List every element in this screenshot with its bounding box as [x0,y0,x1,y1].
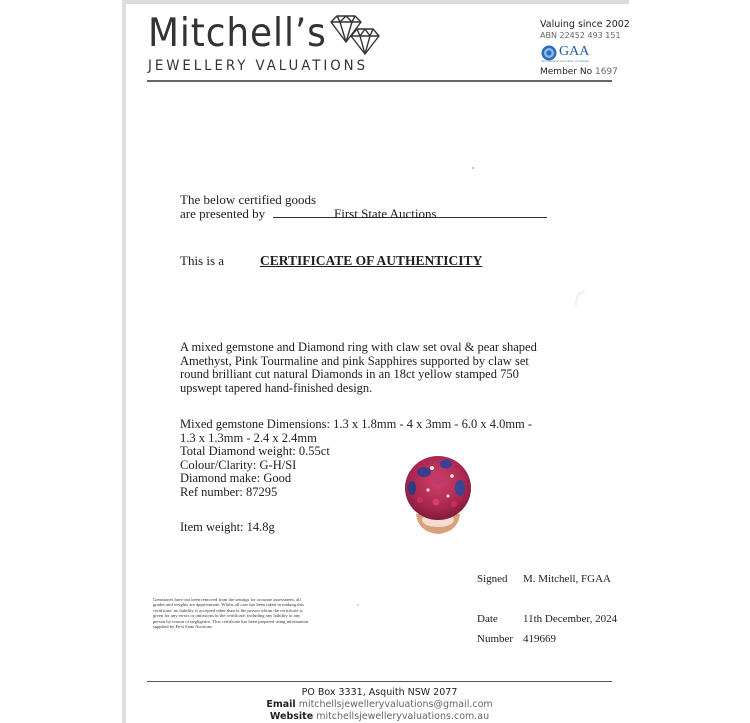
ring-photo [402,450,474,536]
spec-line: Mixed gemstone Dimensions: 1.3 x 1.8mm - 4 x 3mm - 6.0 x 4.0mm - [180,417,533,431]
brand-subtitle: JEWELLERY VALUATIONS [148,58,369,74]
certificate-title: CERTIFICATE OF AUTHENTICITY [260,253,483,268]
intro-line-2-prefix: are presented by [180,206,266,221]
spec-line: 1.3 x 1.3mm - 2.4 x 2.4mm [180,430,317,445]
email-link[interactable]: mitchellsjewelleryvaluations@gmail.com [298,699,493,710]
member-label: Member No [540,67,593,77]
scan-mark [573,289,587,309]
scan-speck [472,167,474,169]
disclaimer: Gemstones have not been removed from the settings for accurate assessment, all grades and weights are approximate. Whilst all care has been taken in making this certificate, no liability is accepted other than to the person whom the certificate is given for any errors or omissions in the certificate, including any liability to any person by reason of negligence. This certificate has been prepared using information supplied by First State Auctions. [153,597,309,630]
website-link[interactable]: mitchellsjewelleryvaluations.com.au [316,711,490,722]
spec-line: Total Diamond weight: 0.55ct [180,444,330,458]
footer-divider [147,681,612,682]
gaa-logo-text: GAA [559,44,590,59]
gaa-tagline: Gemmological Association of Australia [541,60,590,63]
page-top-edge [122,0,629,4]
email-label: Email [266,699,296,710]
item-weight: Item weight: 14.8g [180,520,275,534]
item-specs [180,418,532,499]
member-number [540,68,618,77]
number-label: Number [477,633,514,645]
brand-name: Mitchell’s [148,11,327,56]
footer-email [147,700,612,710]
certificate-prefix: This is a [180,253,225,268]
header-divider [147,80,612,82]
signed-label: Signed [477,573,508,585]
date-value: 11th December, 2024 [523,613,618,625]
page-left-edge [122,0,126,723]
signed-value: M. Mitchell, FGAA [523,573,611,585]
scan-speck [357,604,359,606]
website-label: Website [269,711,314,722]
intro-line-1: The below certified goods [180,192,317,207]
item-description: A mixed gemstone and Diamond ring with claw set oval & pear shaped Amethyst, Pink Tourmaline and pink Sapphires supported by claw set round brilliant cut natural Diamonds in an 18ct yellow stamped 750 upswept tapered hand-finished design. [180,340,537,395]
diamond-logo-icon [327,14,383,56]
spec-line: Colour/Clarity: G-H/SI [180,457,297,472]
footer-address: PO Box 3331, Asquith NSW 2077 [301,687,458,698]
presenter-name: First State Auctions [334,206,437,221]
spec-line: Ref number: 87295 [180,484,278,499]
member-number-value: 1697 [595,67,618,77]
date-label: Date [477,613,498,625]
number-value: 419669 [523,633,556,645]
footer-website [147,712,612,722]
abn-number: ABN 22452 493 151 [540,31,621,40]
valuing-since: Valuing since 2002 [540,19,630,30]
spec-line: Diamond make: Good [180,471,292,485]
